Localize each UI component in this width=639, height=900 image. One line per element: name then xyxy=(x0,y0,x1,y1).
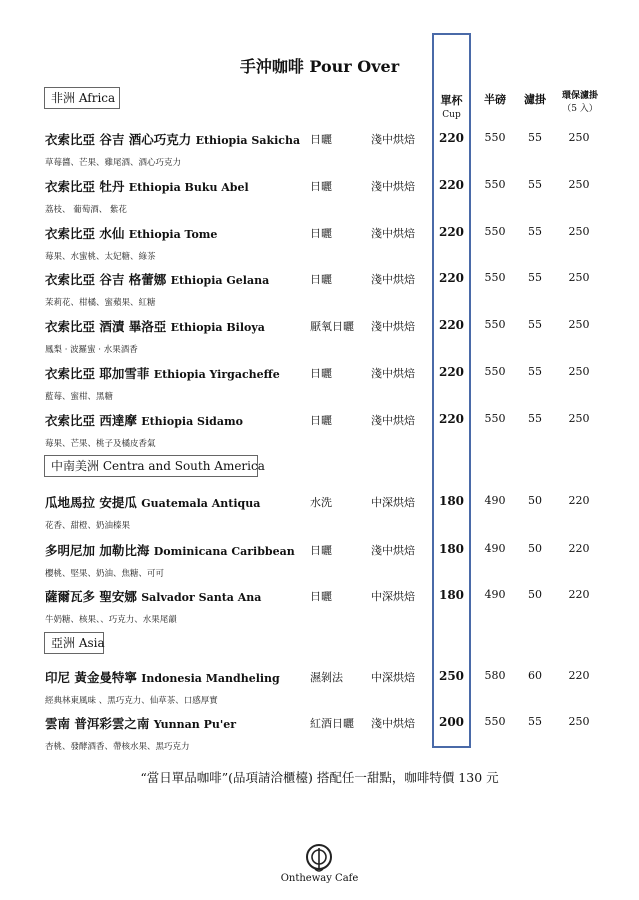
item-roast: 淺中烘焙 xyxy=(371,133,415,146)
item-name xyxy=(45,270,269,288)
item-price-cup: 200 xyxy=(438,715,465,729)
item-price-eco-drip: 220 xyxy=(568,494,590,507)
item-price-half-pound: 490 xyxy=(484,542,506,555)
cafe-logo-icon xyxy=(303,842,335,874)
item-name-zh: 雲南 普洱彩雲之南 xyxy=(45,716,150,731)
item-price-eco-drip: 220 xyxy=(568,542,590,555)
item-name-en: Guatemala Antiqua xyxy=(141,497,261,510)
item-notes: 經典林東風味 、黑巧克力、仙草茶、口感厚實 xyxy=(45,696,218,706)
item-roast: 淺中烘焙 xyxy=(371,367,415,380)
item-price-half-pound: 550 xyxy=(484,225,506,238)
item-name xyxy=(45,130,300,148)
item-name-en: Indonesia Mandheling xyxy=(141,672,280,685)
item-process: 日曬 xyxy=(310,180,332,193)
item-name-zh: 印尼 黃金曼特寧 xyxy=(45,670,137,685)
item-price-drip-bag: 55 xyxy=(528,131,542,144)
item-roast: 淺中烘焙 xyxy=(371,414,415,427)
item-notes: 花香、甜橙、奶油榛果 xyxy=(45,521,131,531)
header-cup: 單杯 xyxy=(440,94,463,107)
item-notes: 櫻桃、堅果、奶油、焦糖、可可 xyxy=(45,569,165,579)
section-central-south-america: 中南美洲 Centra and South America xyxy=(44,455,258,477)
item-price-half-pound: 490 xyxy=(484,494,506,507)
item-roast: 中深烘焙 xyxy=(371,671,415,684)
item-price-eco-drip: 250 xyxy=(568,715,590,728)
item-price-cup: 220 xyxy=(438,178,465,192)
item-price-eco-drip: 250 xyxy=(568,318,590,331)
item-price-drip-bag: 55 xyxy=(528,412,542,425)
item-price-cup: 220 xyxy=(438,365,465,379)
item-price-half-pound: 550 xyxy=(484,271,506,284)
item-notes: 藍莓、蜜柑、黑糖 xyxy=(45,392,114,402)
header-cup-en: Cup xyxy=(442,110,461,120)
item-name-zh: 衣索比亞 水仙 xyxy=(45,226,125,241)
page-title: 手沖咖啡 Pour Over xyxy=(239,57,400,76)
item-roast: 中深烘焙 xyxy=(371,590,415,603)
item-process: 日曬 xyxy=(310,414,332,427)
item-process: 日曬 xyxy=(310,590,332,603)
item-name xyxy=(45,364,280,382)
item-name-zh: 薩爾瓦多 聖安娜 xyxy=(45,589,137,604)
item-name-en: Ethiopia Biloya xyxy=(170,321,265,334)
item-name-en: Ethiopia Yirgacheffe xyxy=(153,368,280,381)
item-name xyxy=(45,493,260,511)
item-process: 日曬 xyxy=(310,544,332,557)
section-africa: 非洲 Africa xyxy=(44,87,120,109)
item-price-drip-bag: 55 xyxy=(528,365,542,378)
item-name-zh: 衣索比亞 酒漬 畢洛亞 xyxy=(45,319,167,334)
item-name-en: Salvador Santa Ana xyxy=(141,591,262,604)
header-eco-drip: 環保濾掛 xyxy=(561,91,598,101)
header-eco-drip-qty: （5 入） xyxy=(562,104,598,114)
item-price-eco-drip: 250 xyxy=(568,178,590,191)
item-price-eco-drip: 250 xyxy=(568,131,590,144)
item-process: 日曬 xyxy=(310,227,332,240)
item-name xyxy=(45,668,280,686)
item-name-en: Yunnan Pu'er xyxy=(153,718,236,731)
item-roast: 淺中烘焙 xyxy=(371,717,415,730)
item-roast: 淺中烘焙 xyxy=(371,544,415,557)
item-price-cup: 180 xyxy=(438,494,465,508)
item-roast: 淺中烘焙 xyxy=(371,180,415,193)
item-notes: 草莓醬、芒果、雞尾酒、酒心巧克力 xyxy=(45,158,182,168)
item-price-half-pound: 580 xyxy=(484,669,506,682)
item-process: 紅酒日曬 xyxy=(310,717,354,730)
item-price-cup: 220 xyxy=(438,271,465,285)
item-notes: 莓果、水蜜桃、太妃糖、綠茶 xyxy=(45,252,156,262)
item-notes: 鳳梨 · 波羅蜜 · 水果酒香 xyxy=(45,345,138,355)
item-name-en: Ethiopia Tome xyxy=(128,228,218,241)
item-price-eco-drip: 250 xyxy=(568,412,590,425)
item-name-zh: 衣索比亞 谷吉 酒心巧克力 xyxy=(45,132,192,147)
item-process: 日曬 xyxy=(310,367,332,380)
item-name-zh: 衣索比亞 谷吉 格蕾娜 xyxy=(45,272,167,287)
item-price-half-pound: 550 xyxy=(484,715,506,728)
item-price-cup: 220 xyxy=(438,225,465,239)
item-price-drip-bag: 50 xyxy=(528,542,542,555)
item-price-cup: 250 xyxy=(438,669,465,683)
item-name xyxy=(45,224,217,242)
item-name xyxy=(45,714,236,732)
item-name xyxy=(45,541,295,559)
header-drip-bag: 濾掛 xyxy=(524,93,546,106)
item-process: 日曬 xyxy=(310,133,332,146)
item-price-eco-drip: 220 xyxy=(568,588,590,601)
item-price-drip-bag: 50 xyxy=(528,588,542,601)
item-process: 日曬 xyxy=(310,273,332,286)
item-roast: 淺中烘焙 xyxy=(371,320,415,333)
item-price-drip-bag: 50 xyxy=(528,494,542,507)
item-price-drip-bag: 55 xyxy=(528,178,542,191)
item-notes: 莓果、芒果、桃子及橘皮香氣 xyxy=(45,439,156,449)
item-price-half-pound: 550 xyxy=(484,178,506,191)
brand-name: Ontheway Cafe xyxy=(280,873,359,884)
item-price-drip-bag: 55 xyxy=(528,225,542,238)
item-name-en: Dominicana Caribbean xyxy=(153,545,295,558)
item-price-drip-bag: 60 xyxy=(528,669,542,682)
item-price-cup: 220 xyxy=(438,131,465,145)
item-price-cup: 220 xyxy=(438,412,465,426)
item-notes: 牛奶糖、核果、、巧克力、水果尾韻 xyxy=(45,615,177,625)
item-name-zh: 多明尼加 加勒比海 xyxy=(45,543,150,558)
item-name-en: Ethiopia Sidamo xyxy=(141,415,243,428)
item-name xyxy=(45,177,249,195)
item-process: 濕剝法 xyxy=(310,671,343,684)
item-name-zh: 衣索比亞 西達摩 xyxy=(45,413,137,428)
header-half-pound: 半磅 xyxy=(484,93,506,106)
item-roast: 中深烘焙 xyxy=(371,496,415,509)
item-price-half-pound: 550 xyxy=(484,365,506,378)
item-price-cup: 180 xyxy=(438,542,465,556)
item-notes: 杏桃、發酵酒香、帶核水果、黑巧克力 xyxy=(45,742,190,752)
item-name-en: Ethiopia Gelana xyxy=(170,274,270,287)
item-price-drip-bag: 55 xyxy=(528,271,542,284)
item-price-half-pound: 490 xyxy=(484,588,506,601)
footer-promo-note: “當日單品咖啡”(品項請洽櫃檯) 搭配任一甜點，咖啡特價 130 元 xyxy=(140,770,499,785)
item-price-eco-drip: 220 xyxy=(568,669,590,682)
item-price-drip-bag: 55 xyxy=(528,715,542,728)
item-name-en: Ethiopia Sakicha xyxy=(195,134,301,147)
item-name xyxy=(45,411,243,429)
item-price-cup: 180 xyxy=(438,588,465,602)
item-price-half-pound: 550 xyxy=(484,318,506,331)
item-name-zh: 衣索比亞 耶加雪菲 xyxy=(45,366,150,381)
item-price-cup: 220 xyxy=(438,318,465,332)
item-roast: 淺中烘焙 xyxy=(371,227,415,240)
item-price-drip-bag: 55 xyxy=(528,318,542,331)
item-price-half-pound: 550 xyxy=(484,412,506,425)
item-name-en: Ethiopia Buku Abel xyxy=(128,181,249,194)
item-name xyxy=(45,317,265,335)
item-name-zh: 衣索比亞 牡丹 xyxy=(45,179,125,194)
item-name-zh: 瓜地馬拉 安提瓜 xyxy=(45,495,137,510)
item-process: 厭氧日曬 xyxy=(310,320,354,333)
item-roast: 淺中烘焙 xyxy=(371,273,415,286)
item-name xyxy=(45,587,261,605)
item-price-eco-drip: 250 xyxy=(568,225,590,238)
item-notes: 茉莉花、柑橘、蜜蘋果、紅糖 xyxy=(45,298,156,308)
item-notes: 荔枝、 葡萄酒、 紫花 xyxy=(45,205,127,215)
item-price-eco-drip: 250 xyxy=(568,365,590,378)
item-price-eco-drip: 250 xyxy=(568,271,590,284)
section-asia: 亞洲 Asia xyxy=(44,632,104,654)
item-price-half-pound: 550 xyxy=(484,131,506,144)
item-process: 水洗 xyxy=(310,496,332,509)
